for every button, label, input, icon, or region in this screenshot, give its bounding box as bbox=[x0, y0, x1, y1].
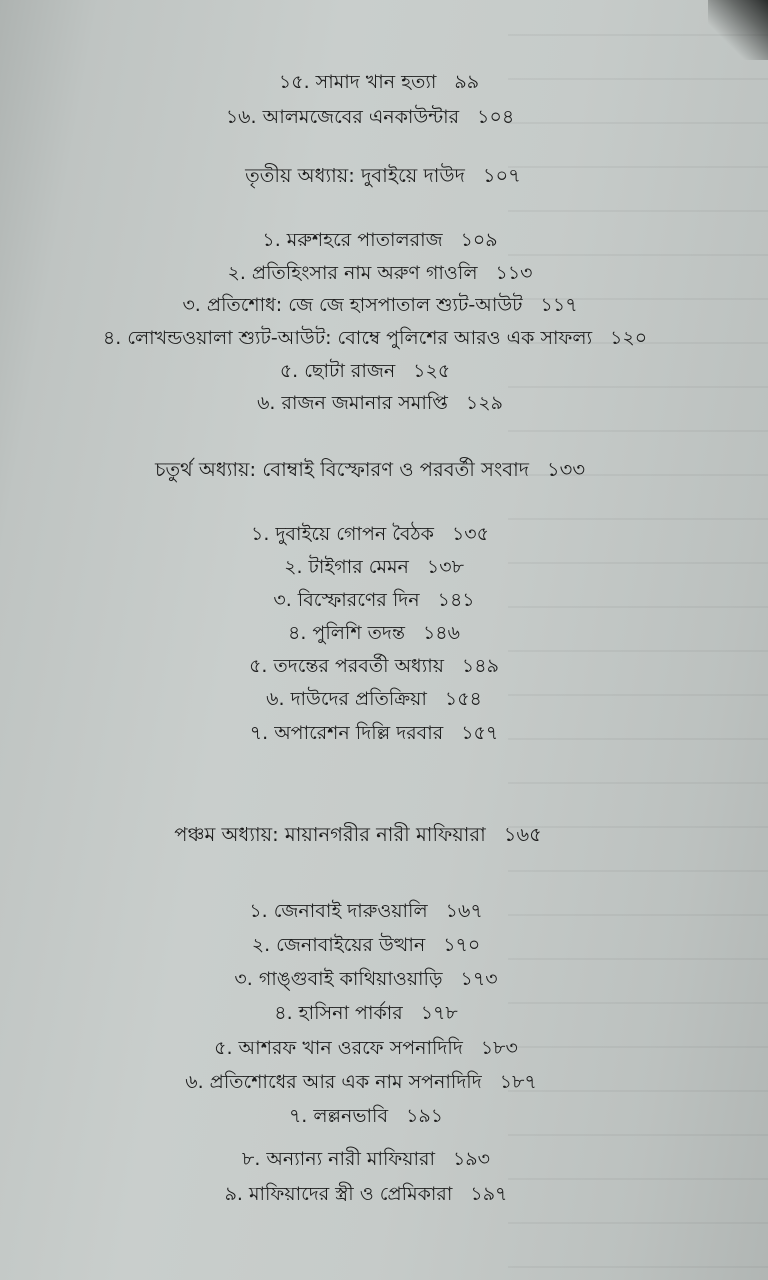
entry-title: ১. দুবাইয়ে গোপন বৈঠক bbox=[251, 523, 434, 545]
section-heading bbox=[155, 458, 585, 482]
toc-entry bbox=[185, 1070, 537, 1094]
entry-title: ৩. প্রতিশোধ: জে জে হাসপাতাল শ্যুট-আউট bbox=[182, 294, 523, 316]
entry-page-number: ১২০ bbox=[610, 327, 648, 349]
section-title: পঞ্চম অধ্যায়: মায়ানগরীর নারী মাফিয়ারা bbox=[174, 823, 486, 846]
entry-page-number: ১৫৪ bbox=[444, 688, 482, 710]
entry-title: ৭. অপারেশন দিল্লি দরবার bbox=[249, 722, 444, 744]
entry-page-number: ১৮৭ bbox=[499, 1071, 537, 1093]
entry-page-number: ১৬৭ bbox=[445, 900, 483, 922]
entry-page-number: ১১৭ bbox=[540, 294, 578, 316]
toc-entry bbox=[289, 1104, 443, 1128]
entry-title: ৮. অন্যান্য নারী মাফিয়ারা bbox=[242, 1148, 435, 1170]
toc-entry bbox=[288, 621, 460, 645]
entry-page-number: ১১৩ bbox=[495, 262, 533, 284]
entry-title: ৪. পুলিশি তদন্ত bbox=[288, 622, 405, 644]
toc-entry bbox=[279, 70, 479, 94]
toc-entry bbox=[251, 522, 489, 546]
entry-page-number: ১০৯ bbox=[460, 229, 498, 251]
toc-entry bbox=[226, 105, 514, 129]
entry-title: ৬. রাজন জমানার সমাপ্তি bbox=[257, 392, 448, 414]
section-page-number: ১৬৫ bbox=[503, 823, 542, 846]
entry-page-number: ১৭০ bbox=[443, 934, 481, 956]
entry-page-number: ১৪৬ bbox=[422, 622, 460, 644]
entry-title: ৫. তদন্তের পরবর্তী অধ্যায় bbox=[249, 655, 444, 677]
toc-entry bbox=[227, 261, 532, 285]
entry-title: ১৫. সামাদ খান হত্যা bbox=[278, 71, 437, 93]
section-heading bbox=[174, 823, 542, 847]
entry-page-number: ১৭৩ bbox=[460, 968, 498, 990]
entry-title: ২. প্রতিহিংসার নাম অরুণ গাওলি bbox=[227, 262, 478, 284]
toc-entry bbox=[242, 1147, 490, 1171]
toc-entry bbox=[214, 1036, 518, 1060]
entry-page-number: ৯৯ bbox=[454, 71, 480, 93]
entry-title: ১৬. আলমজেবের এনকাউন্টার bbox=[225, 106, 460, 128]
entry-title: ২. জেনাবাইয়ের উত্থান bbox=[251, 934, 426, 956]
entry-title: ৪. লোখন্ডওয়ালা শ্যুট-আউট: বোম্বে পুলিশের আরও এক সাফল্য bbox=[102, 327, 593, 349]
toc-entry bbox=[273, 588, 474, 612]
entry-title: ৫. ছোটা রাজন bbox=[279, 360, 396, 382]
entry-title: ৪. হাসিনা পার্কার bbox=[274, 1002, 403, 1024]
entry-page-number: ১৯৩ bbox=[452, 1148, 490, 1170]
entry-page-number: ১৫৭ bbox=[461, 722, 499, 744]
toc-entry bbox=[262, 228, 497, 252]
section-page-number: ১৩৩ bbox=[547, 458, 586, 481]
toc-entry bbox=[274, 1001, 457, 1025]
entry-page-number: ১২৯ bbox=[465, 392, 503, 414]
entry-title: ৩. গাঙ্গুবাই কাথিয়াওয়াড়ি bbox=[234, 968, 443, 990]
section-heading bbox=[245, 164, 521, 188]
toc-entry bbox=[252, 933, 481, 957]
entry-page-number: ১৯৭ bbox=[470, 1183, 508, 1205]
entry-page-number: ১৪১ bbox=[437, 589, 475, 611]
section-title: চতুর্থ অধ্যায়: বোম্বাই বিস্ফোরণ ও পরবর্তী সংবাদ bbox=[154, 458, 530, 481]
entry-title: ৭. লল্লনভাবি bbox=[288, 1105, 389, 1127]
entry-page-number: ১৩৮ bbox=[426, 556, 464, 578]
entry-page-number: ১৭৮ bbox=[420, 1002, 458, 1024]
entry-title: ৩. বিস্ফোরণের দিন bbox=[273, 589, 420, 611]
entry-title: ৫. আশরফ খান ওরফে সপনাদিদি bbox=[214, 1037, 463, 1059]
toc-entry bbox=[182, 293, 577, 317]
entry-title: ৬. দাউদের প্রতিক্রিয়া bbox=[266, 688, 427, 710]
entry-title: ১. মরুশহরে পাতালরাজ bbox=[262, 229, 443, 251]
toc-entry bbox=[284, 555, 464, 579]
entry-page-number: ১৯১ bbox=[406, 1105, 444, 1127]
toc-entry bbox=[103, 326, 647, 350]
toc-entry bbox=[280, 359, 450, 383]
toc-entry bbox=[225, 1182, 508, 1206]
entry-page-number: ১৩৫ bbox=[451, 523, 489, 545]
entry-page-number: ১৪৯ bbox=[461, 655, 499, 677]
entry-page-number: ১২৫ bbox=[413, 360, 451, 382]
section-page-number: ১০৭ bbox=[482, 164, 521, 187]
toc-entry bbox=[250, 721, 498, 745]
toc-entry bbox=[257, 391, 503, 415]
entry-page-number: ১০৪ bbox=[477, 106, 515, 128]
toc-entry bbox=[234, 967, 497, 991]
entry-title: ৯. মাফিয়াদের স্ত্রী ও প্রেমিকারা bbox=[224, 1183, 453, 1205]
toc-entry bbox=[249, 899, 482, 923]
entry-page-number: ১৮৩ bbox=[480, 1037, 518, 1059]
toc-entry bbox=[249, 654, 499, 678]
entry-title: ১. জেনাবাই দারুওয়ালি bbox=[249, 900, 428, 922]
section-title: তৃতীয় অধ্যায়: দুবাইয়ে দাউদ bbox=[245, 164, 465, 187]
entry-title: ২. টাইগার মেমন bbox=[284, 556, 409, 578]
toc-entry bbox=[266, 687, 482, 711]
entry-title: ৬. প্রতিশোধের আর এক নাম সপনাদিদি bbox=[185, 1071, 482, 1093]
